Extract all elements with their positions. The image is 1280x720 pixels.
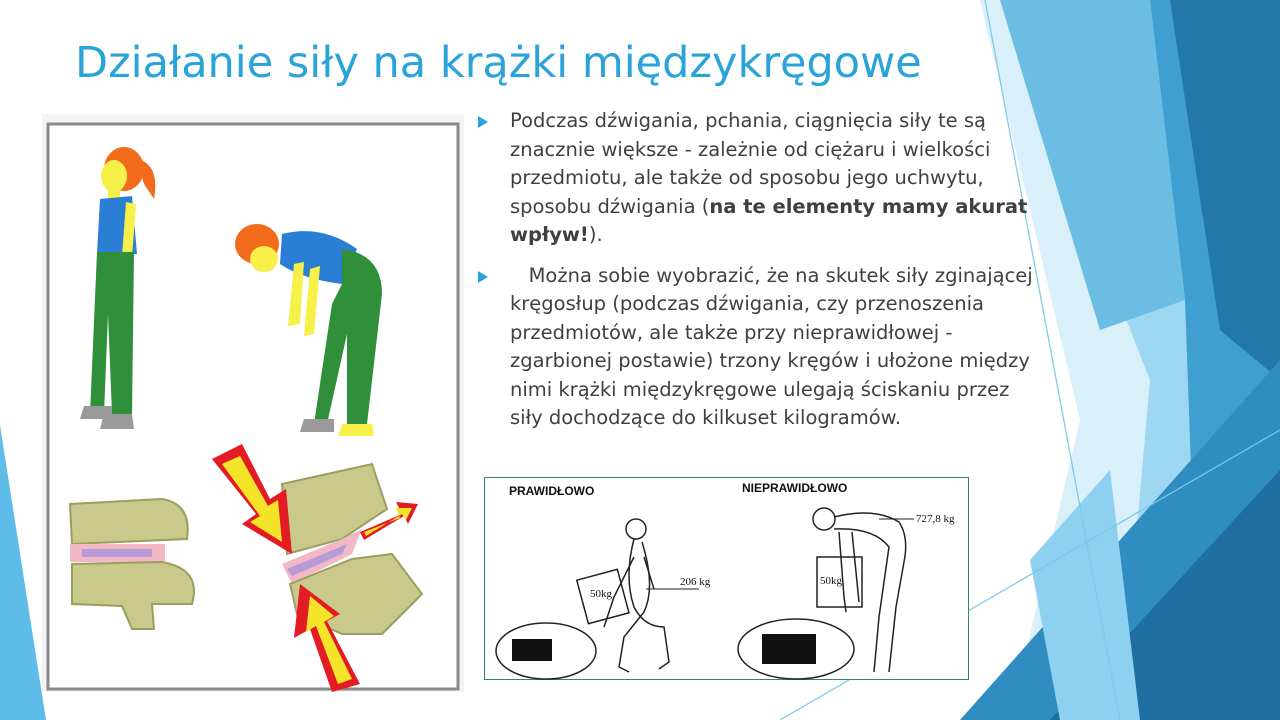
label-incorrect: NIEPRAWIDŁOWO xyxy=(742,481,848,495)
disc-correct-core xyxy=(512,639,552,661)
posture-illustration xyxy=(42,114,464,692)
bullet-2-text: Można sobie wyobrazić, że na skutek siły zginającej kręgosłup (podczas dźwigania, czy przenoszenia przedmiotów, ale także przy nieprawidłowej - zgarbionej postawie) trzony kręgów i ułożone między nimi krążki międzykręgowe ulegają ściskaniu przez siły dochodzące do kilkuset kilogramów. xyxy=(510,263,1039,429)
bullet-1-bold: na te elementy mamy akurat wpływ! xyxy=(510,194,1028,246)
bullet-item-2 xyxy=(476,262,1039,433)
bullet-item-1 xyxy=(476,107,1036,250)
bullet-list xyxy=(476,107,1039,433)
triangle-right-icon xyxy=(478,271,488,283)
bullet-1-tail: ). xyxy=(588,223,603,246)
slide-title: Działanie siły na krążki międzykręgowe xyxy=(75,38,922,88)
bullet-1-text: Podczas dźwigania, pchania, ciągnięcia siły te są znacznie większe - zależnie od ciężaru i wielkości przedmiotu, ale także od sposobu jego uchwytu, sposobu dźwigania ( xyxy=(510,109,991,218)
box-weight-incorrect: 50kg xyxy=(820,575,842,587)
label-correct: PRAWIDŁOWO xyxy=(509,484,595,498)
force-incorrect: 727,8 kg xyxy=(916,513,955,525)
force-correct: 206 kg xyxy=(680,576,711,588)
disc-incorrect-core xyxy=(762,634,816,664)
box-weight-correct: 50kg xyxy=(590,588,612,600)
triangle-right-icon xyxy=(478,116,488,128)
left-edge-shape xyxy=(0,425,46,720)
lifting-comparison-illustration xyxy=(484,477,969,680)
